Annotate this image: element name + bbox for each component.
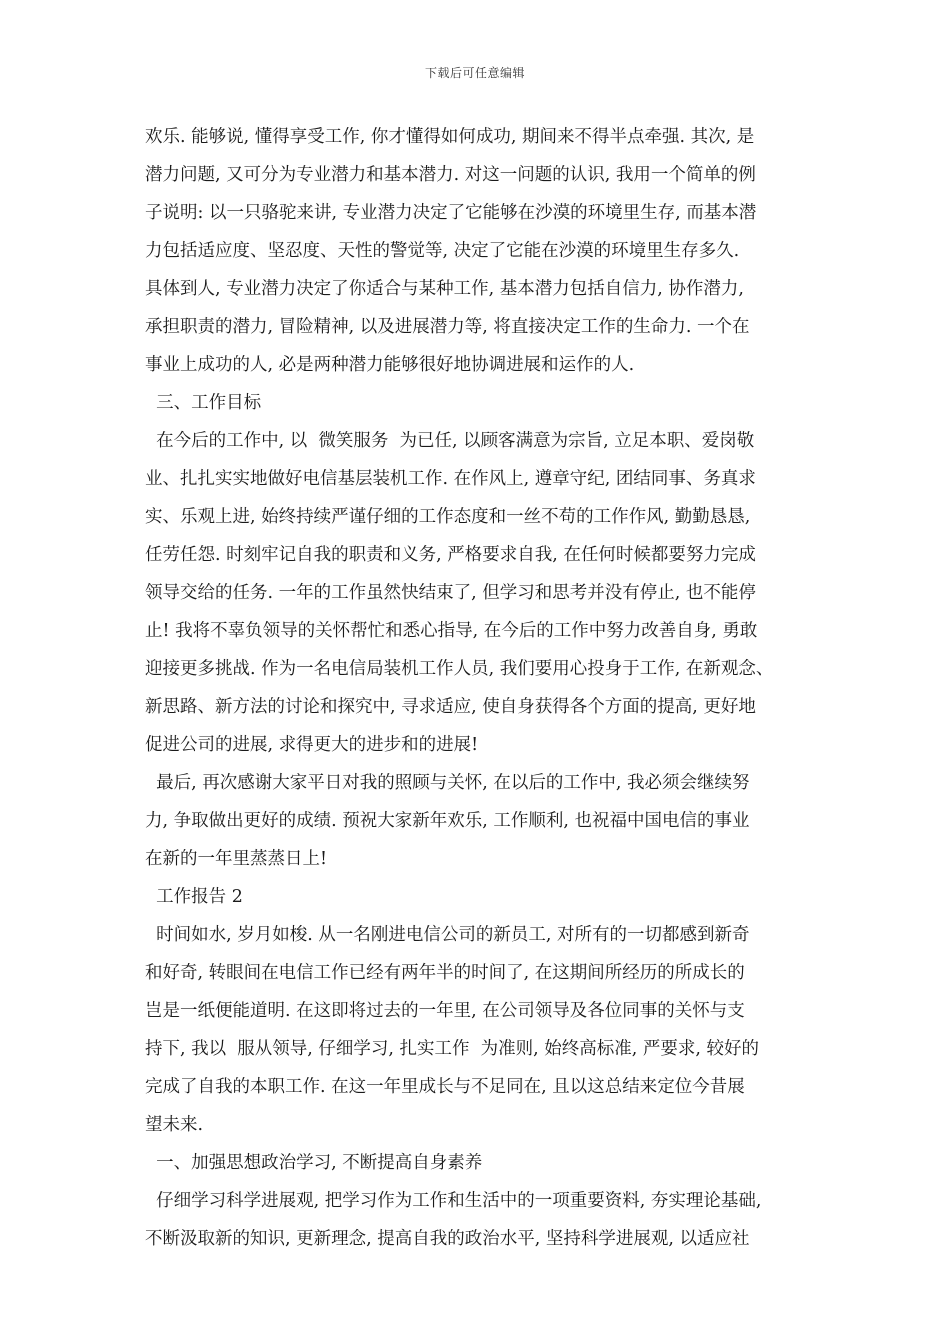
text-line: 仔细学习科学进展观, 把学习作为工作和生活中的一项重要资料, 夯实理论基础, [145, 1191, 762, 1211]
text-line: 时间如水, 岁月如梭. 从一名刚进电信公司的新员工, 对所有的一切都感到新奇 [145, 925, 750, 945]
report-title: 工作报告 2 [145, 887, 243, 907]
text-line: 实、乐观上进, 始终持续严谨仔细的工作态度和一丝不苟的工作作风, 勤勤恳恳, [145, 507, 751, 527]
document-body [145, 118, 825, 1258]
text-line: 力包括适应度、坚忍度、天性的警觉等, 决定了它能在沙漠的环境里生存多久. [145, 241, 740, 261]
text-line: 潜力问题, 又可分为专业潜力和基本潜力. 对这一问题的认识, 我用一个简单的例 [145, 165, 756, 185]
text-line: 新思路、新方法的讨论和探究中, 寻求适应, 使自身获得各个方面的提高, 更好地 [145, 697, 756, 717]
section-heading: 一、加强思想政治学习, 不断提高自身素养 [145, 1153, 483, 1173]
text-line: 欢乐. 能够说, 懂得享受工作, 你才懂得如何成功, 期间来不得半点牵强. 其次, 是 [145, 127, 755, 147]
text-line: 业、扎扎实实地做好电信基层装机工作. 在作风上, 遵章守纪, 团结同事、务真求 [145, 469, 756, 489]
text-line: 止! 我将不辜负领导的关怀帮忙和悉心指导, 在今后的工作中努力改善自身, 勇敢 [145, 621, 758, 641]
text-line: 具体到人, 专业潜力决定了你适合与某种工作, 基本潜力包括自信力, 协作潜力, [145, 279, 744, 299]
text-line: 最后, 再次感谢大家平日对我的照顾与关怀, 在以后的工作中, 我必须会继续努 [145, 773, 750, 793]
text-line: 子说明: 以一只骆驼来讲, 专业潜力决定了它能够在沙漠的环境里生存, 而基本潜 [145, 203, 757, 223]
text-line: 迎接更多挑战. 作为一名电信局装机工作人员, 我们要用心投身于工作, 在新观念、 [145, 659, 774, 679]
text-line: 完成了自我的本职工作. 在这一年里成长与不足同在, 且以这总结来定位今昔展 [145, 1077, 745, 1097]
text-line: 任劳任怨. 时刻牢记自我的职责和义务, 严格要求自我, 在任何时候都要努力完成 [145, 545, 756, 565]
text-line: 承担职责的潜力, 冒险精神, 以及进展潜力等, 将直接决定工作的生命力. 一个在 [145, 317, 750, 337]
text-line: 在新的一年里蒸蒸日上! [145, 849, 328, 869]
text-line: 领导交给的任务. 一年的工作虽然快结束了, 但学习和思考并没有停止, 也不能停 [145, 583, 756, 603]
text-line: 在今后的工作中, 以 微笑服务 为已任, 以顾客满意为宗旨, 立足本职、爱岗敬 [145, 431, 755, 451]
section-heading: 三、工作目标 [145, 393, 262, 413]
text-line: 岂是一纸便能道明. 在这即将过去的一年里, 在公司领导及各位同事的关怀与支 [145, 1001, 745, 1021]
text-line: 持下, 我以 服从领导, 仔细学习, 扎实工作 为准则, 始终高标准, 严要求, 较好的 [145, 1039, 760, 1059]
text-line: 望未来. [145, 1115, 204, 1135]
text-line: 促进公司的进展, 求得更大的进步和的进展! [145, 735, 479, 755]
text-line: 不断汲取新的知识, 更新理念, 提高自我的政治水平, 坚持科学进展观, 以适应社 [145, 1229, 750, 1249]
text-line: 和好奇, 转眼间在电信工作已经有两年半的时间了, 在这期间所经历的所成长的 [145, 963, 745, 983]
text-line: 力, 争取做出更好的成绩. 预祝大家新年欢乐, 工作顺利, 也祝福中国电信的事业 [145, 811, 750, 831]
header-note: 下载后可任意编辑 [424, 66, 525, 80]
text-line: 事业上成功的人, 必是两种潜力能够很好地协调进展和运作的人. [145, 355, 635, 375]
